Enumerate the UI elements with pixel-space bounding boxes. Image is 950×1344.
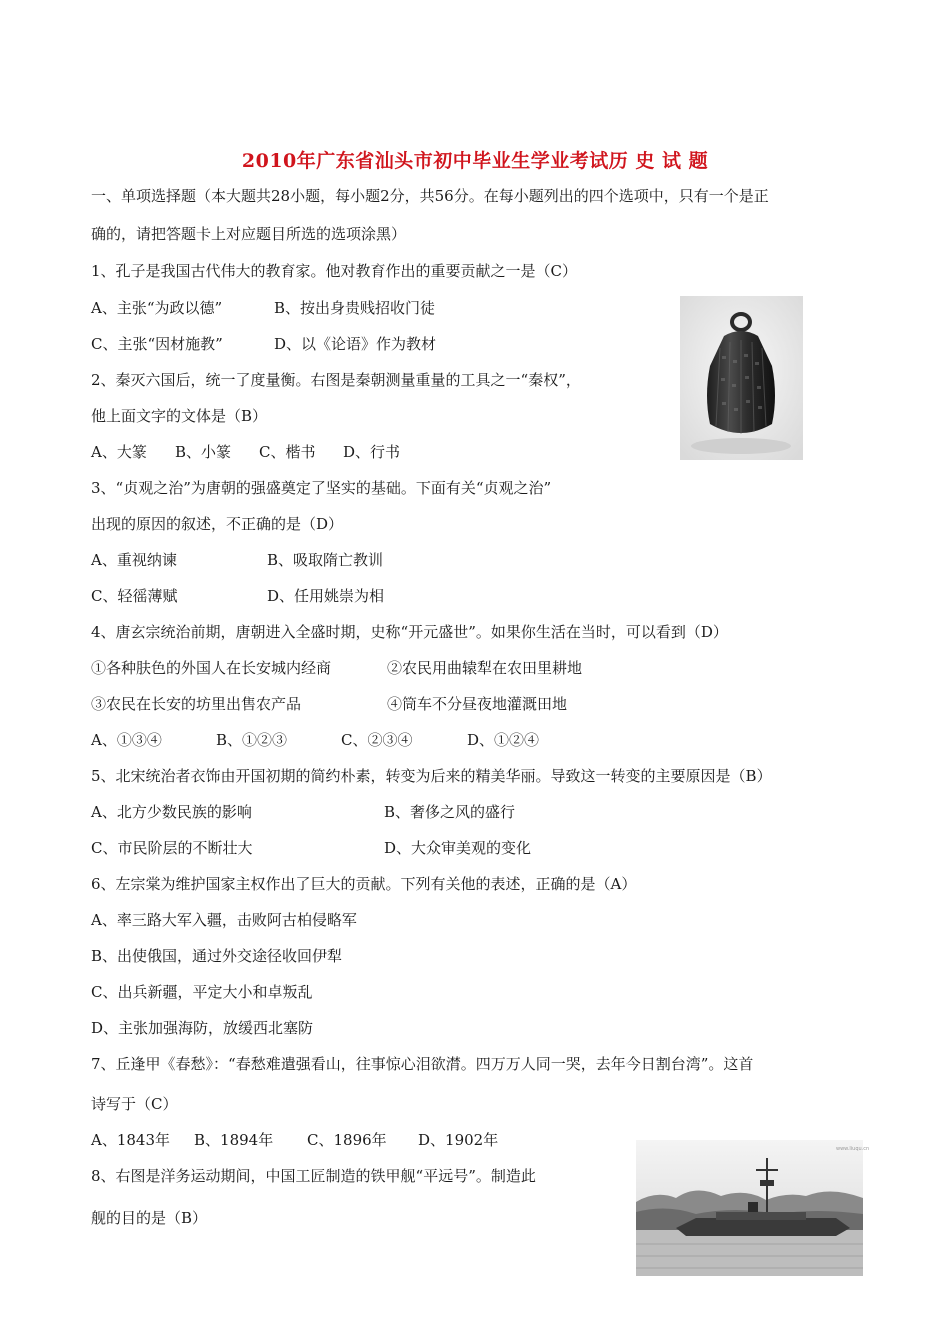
question-5-options-ab	[91, 802, 515, 822]
question-4-statements-12	[91, 658, 582, 678]
question-6-option-c: C、出兵新疆，平定大小和卓叛乱	[91, 983, 313, 1001]
section-intro-cont: 确的，请把答题卡上对应题目所选的选项涂黑）	[91, 225, 407, 243]
question-1-options-ab	[91, 298, 435, 318]
option-a: A、北方少数民族的影响	[91, 803, 252, 821]
question-3-options-cd	[91, 586, 384, 606]
watermark: www.liuqu.cn	[836, 1146, 870, 1152]
question-6-stem: 6、左宗棠为维护国家主权作出了巨大的贡献。下列有关他的表述，正确的是（A）	[91, 875, 637, 893]
question-2-stem: 2、秦灭六国后，统一了度量衡。右图是秦朝测量重量的工具之一“秦权”，	[91, 371, 581, 389]
option-b: B、按出身贵贱招收门徒	[274, 299, 436, 317]
option-d: D、任用姚崇为相	[267, 587, 385, 605]
option-b: B、小篆	[175, 443, 232, 461]
option-c: C、1896年	[307, 1131, 387, 1149]
pingyuan-ship-photo	[636, 1140, 870, 1276]
question-7-stem: 7、丘逢甲《春愁》：“春愁难遣强看山，往事惊心泪欲潸。四万万人同一哭，去年今日割台湾”。这首	[91, 1055, 754, 1073]
option-c: C、轻徭薄赋	[91, 587, 178, 605]
question-8-stem: 8、右图是洋务运动期间，中国工匠制造的铁甲舰“平远号”。制造此	[91, 1167, 536, 1185]
question-6-option-a: A、率三路大军入疆，击败阿古柏侵略军	[91, 911, 357, 929]
option-d: D、①②④	[467, 731, 540, 749]
option-d: D、以《论语》作为教材	[274, 335, 437, 353]
page-title: 2010年广东省汕头市初中毕业生学业考试历 史 试 题	[241, 150, 709, 172]
question-5-options-cd	[91, 838, 531, 858]
option-a: A、主张“为政以德”	[91, 299, 223, 317]
option-a: A、①③④	[91, 731, 162, 749]
question-4-stem: 4、唐玄宗统治前期，唐朝进入全盛时期，史称“开元盛世”。如果你生活在当时，可以看到（D）	[91, 623, 728, 641]
qin-weight-photo	[680, 296, 803, 460]
option-b: B、①②③	[216, 731, 288, 749]
option-a: A、重视纳谏	[91, 551, 177, 569]
statement-1: ①各种肤色的外国人在长安城内经商	[91, 659, 332, 677]
question-7-options	[91, 1130, 498, 1150]
option-a: A、1843年	[91, 1131, 171, 1149]
statement-4: ④筒车不分昼夜地灌溉田地	[387, 695, 568, 713]
option-d: D、大众审美观的变化	[384, 839, 532, 857]
question-6-option-b: B、出使俄国，通过外交途径收回伊犁	[91, 947, 343, 965]
statement-2: ②农民用曲辕犁在农田里耕地	[387, 659, 583, 677]
option-b: B、奢侈之风的盛行	[384, 803, 516, 821]
option-c: C、市民阶层的不断壮大	[91, 839, 253, 857]
option-c: C、②③④	[341, 731, 413, 749]
question-1-options-cd	[91, 334, 436, 354]
question-2-options	[91, 442, 400, 462]
question-5-stem: 5、北宋统治者衣饰由开国初期的简约朴素，转变为后来的精美华丽。导致这一转变的主要原因是（B）	[91, 767, 772, 785]
option-c: C、主张“因材施教”	[91, 335, 223, 353]
question-3-stem: 3、“贞观之治”为唐朝的强盛奠定了坚实的基础。下面有关“贞观之治”	[91, 479, 552, 497]
option-d: D、行书	[343, 443, 401, 461]
question-6-option-d: D、主张加强海防，放缓西北塞防	[91, 1019, 314, 1037]
question-2-stem-cont: 他上面文字的文体是（B）	[91, 407, 268, 425]
statement-3: ③农民在长安的坊里出售农产品	[91, 695, 302, 713]
question-4-options	[91, 730, 539, 750]
option-c: C、楷书	[259, 443, 316, 461]
option-b: B、1894年	[194, 1131, 274, 1149]
question-7-stem-cont: 诗写于（C）	[91, 1095, 178, 1113]
option-b: B、吸取隋亡教训	[267, 551, 384, 569]
option-d: D、1902年	[418, 1131, 499, 1149]
question-4-statements-34	[91, 694, 567, 714]
section-intro: 一、单项选择题（本大题共28小题，每小题2分，共56分。在每小题列出的四个选项中，只有一个是正	[91, 187, 769, 205]
option-a: A、大篆	[91, 443, 147, 461]
question-1-stem: 1、孔子是我国古代伟大的教育家。他对教育作出的重要贡献之一是（C）	[91, 262, 578, 280]
question-3-stem-cont: 出现的原因的叙述，不正确的是（D）	[91, 515, 344, 533]
question-3-options-ab	[91, 550, 383, 570]
question-8-stem-cont: 舰的目的是（B）	[91, 1209, 208, 1227]
